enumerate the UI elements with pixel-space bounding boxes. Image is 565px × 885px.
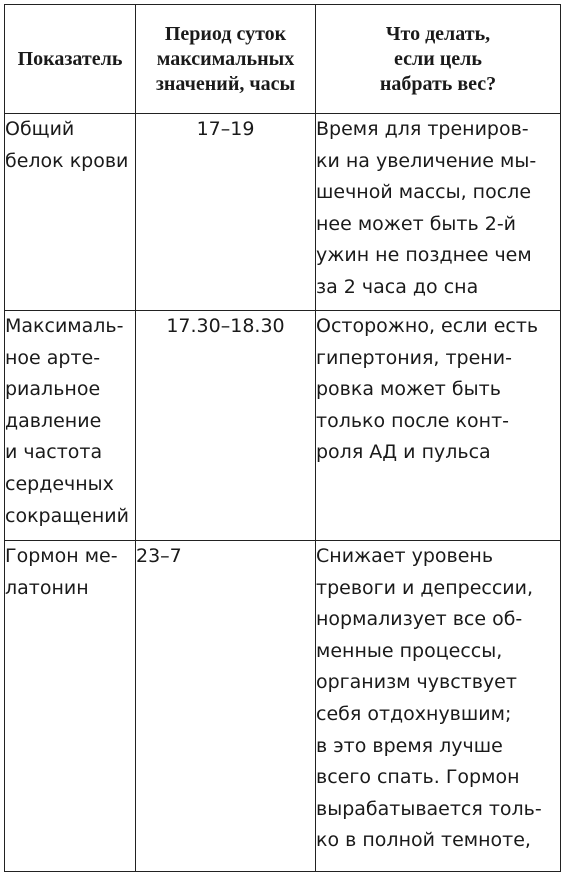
cell-indicator: Максималь- ное арте- риальное давление и частота сердечных сокращений bbox=[5, 311, 136, 541]
table-row bbox=[5, 311, 561, 541]
table-row bbox=[5, 541, 561, 872]
cell-advice: Снижает уровень тревоги и депрессии, нормализует все об- менные процессы, организм чувствует себя отдохнувшим; в это время лучше всего спать. Гормон вырабатывается толь- ко в полной темноте, bbox=[316, 541, 561, 872]
cell-period: 23–7 bbox=[136, 541, 316, 872]
biorhythm-table bbox=[4, 4, 561, 872]
cell-period: 17.30–18.30 bbox=[136, 311, 316, 541]
cell-period: 17–19 bbox=[136, 114, 316, 311]
table-row bbox=[5, 114, 561, 311]
header-indicator: Показатель bbox=[5, 5, 136, 114]
header-period: Период суток максимальных значений, часы bbox=[136, 5, 316, 114]
cell-indicator: Гормон ме- латонин bbox=[5, 541, 136, 872]
header-advice: Что делать, если цель набрать вес? bbox=[316, 5, 561, 114]
cell-advice: Осторожно, если есть гипертония, трени- ровка может быть только после конт- роля АД и пульса bbox=[316, 311, 561, 541]
page-bottom-edge bbox=[0, 881, 565, 885]
cell-indicator: Общий белок крови bbox=[5, 114, 136, 311]
cell-advice: Время для трениров- ки на увеличение мы- шечной массы, после нее может быть 2-й ужин не позднее чем за 2 часа до сна bbox=[316, 114, 561, 311]
table-header-row bbox=[5, 5, 561, 114]
